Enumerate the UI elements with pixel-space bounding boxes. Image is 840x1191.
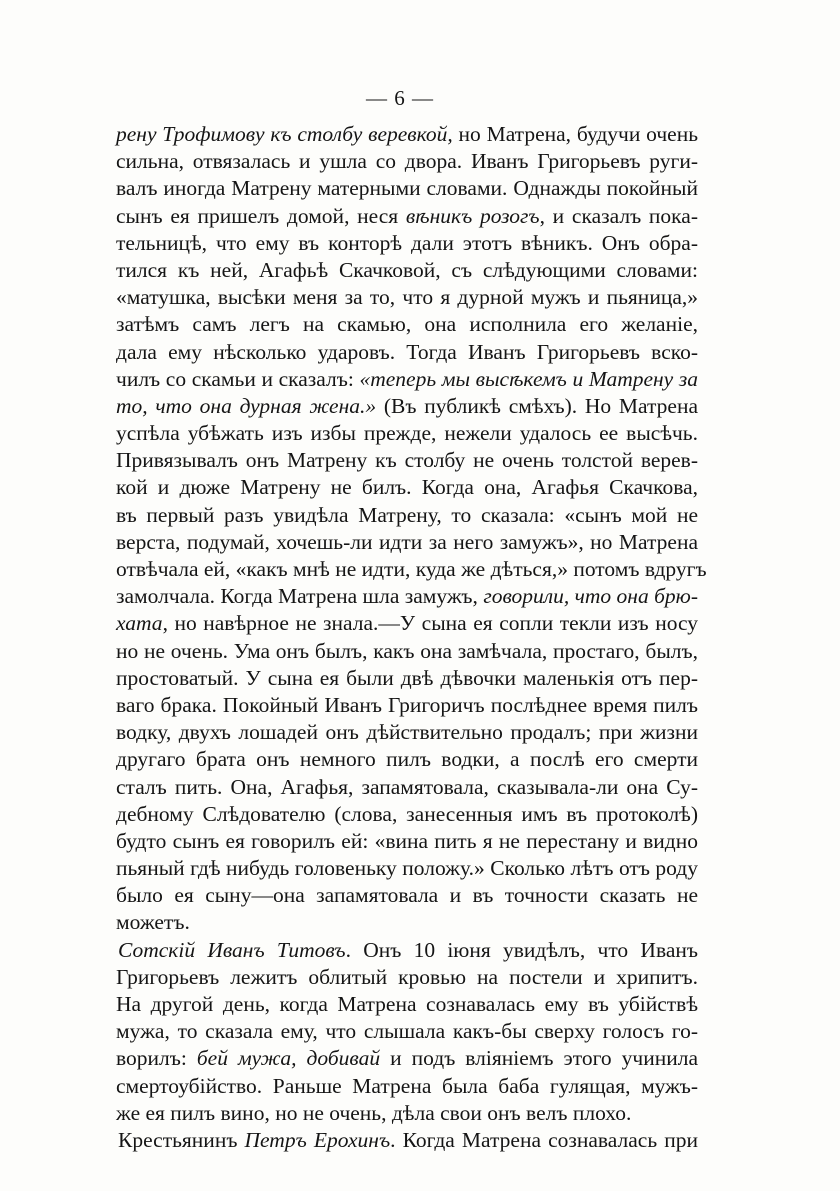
text-line: смертоубійство. Раньше Матрена была баба гулящая, мужъ- xyxy=(116,1073,698,1098)
text-line: сталъ пить. Она, Агафья, запамятовала, сказывала-ли она Су- xyxy=(116,774,698,799)
text-line: успѣла убѣжать изъ избы прежде, нежели удалось ее высѣчь. xyxy=(116,421,698,446)
text-line: но не очень. Ума онъ былъ, какъ она замѣчала, простаго, былъ, xyxy=(116,638,698,663)
text-line: то, что она дурная жена.» (Въ публикѣ смѣхъ). Но Матрена xyxy=(116,393,698,418)
text-line: Сотскій Иванъ Титовъ. Онъ 10 іюня увидѣлъ, что Иванъ xyxy=(118,937,698,962)
body-text xyxy=(116,121,707,1154)
text-line: Григорьевъ лежитъ облитый кровью на постели и хрипитъ. xyxy=(116,964,698,989)
text-line: ворилъ: бей мужа, добивай и подъ вліяніемъ этого учинила xyxy=(116,1046,698,1071)
text-line: другаго брата онъ немного пилъ водки, а послѣ его смерти xyxy=(116,747,698,772)
text-line: простоватый. У сына ея были двѣ дѣвочки маленькія отъ пер- xyxy=(116,665,698,690)
text-line: дебному Слѣдователю (слова, занесенныя имъ въ протоколѣ) xyxy=(116,801,698,826)
text-line: замолчала. Когда Матрена шла замужъ, говорили, что она брю- xyxy=(116,584,698,609)
text-line: тельницѣ, что ему въ конторѣ дали этотъ вѣникъ. Онъ обра- xyxy=(116,230,698,255)
text-line: валъ иногда Матрену матерными словами. Однажды покойный xyxy=(116,176,698,201)
text-line: въ первый разъ увидѣла Матрену, то сказала: «сынъ мой не xyxy=(116,502,698,527)
text-line: пьяный гдѣ нибудь головеньку положу.» Сколько лѣтъ отъ роду xyxy=(116,856,698,881)
text-line: тился къ ней, Агафьѣ Скачковой, съ слѣдующими словами: xyxy=(116,257,698,282)
text-line: дала ему нѣсколько ударовъ. Тогда Иванъ Григорьевъ вско- xyxy=(116,339,698,364)
text-line: кой и дюже Матрену не билъ. Когда она, Агафья Скачкова, xyxy=(116,475,698,500)
text-line: ваго брака. Покойный Иванъ Григоричъ послѣднее время пилъ xyxy=(116,692,698,717)
text-line: верста, подумай, хочешь-ли идти за него замужъ», но Матрена xyxy=(116,529,698,554)
text-line: сильна, отвязалась и ушла со двора. Иванъ Григорьевъ руги- xyxy=(116,149,698,174)
text-line: На другой день, когда Матрена сознавалась ему въ убійствѣ xyxy=(116,992,698,1016)
text-line: же ея пилъ вино, но не очень, дѣла свои онъ велъ плохо. xyxy=(116,1100,632,1125)
text-line: рену Трофимову къ столбу веревкой, но Матрена, будучи очень xyxy=(116,122,699,146)
text-line: «матушка, высѣки меня за то, что я дурной мужъ и пьяница,» xyxy=(116,285,698,310)
text-line: сынъ ея пришелъ домой, неся вѣникъ розогъ, и сказалъ пока- xyxy=(116,203,698,228)
text-line: можетъ. xyxy=(116,910,190,935)
text-line: чилъ со скамьи и сказалъ: «теперь мы высѣкемъ и Матрену за xyxy=(116,366,698,391)
text-line: Крестьянинъ Петръ Ерохинъ. Когда Матрена сознавалась при xyxy=(118,1127,698,1152)
text-line: хата, но навѣрное не знала.—У сына ея сопли текли изъ носу xyxy=(116,611,698,636)
text-line: было ея сыну—она запамятовала и въ точности сказать не xyxy=(116,883,698,908)
text-line: водку, двухъ лошадей онъ дѣйствительно продалъ; при жизни xyxy=(116,720,698,745)
text-line: мужа, то сказала ему, что слышала какъ-бы сверху голосъ го- xyxy=(116,1019,698,1044)
text-line: Привязывалъ онъ Матрену къ столбу не очень толстой верев- xyxy=(116,448,698,473)
text-line: будто сынъ ея говорилъ ей: «вина пить я не перестану и видно xyxy=(116,828,698,853)
text-line: отвѣчала ей, «какъ мнѣ не идти, куда же дѣться,» потомъ вдругъ xyxy=(116,557,707,581)
text-line: затѣмъ самъ легъ на скамью, она исполнила его желаніе, xyxy=(116,312,698,337)
page-number: — 6 — xyxy=(366,86,434,110)
